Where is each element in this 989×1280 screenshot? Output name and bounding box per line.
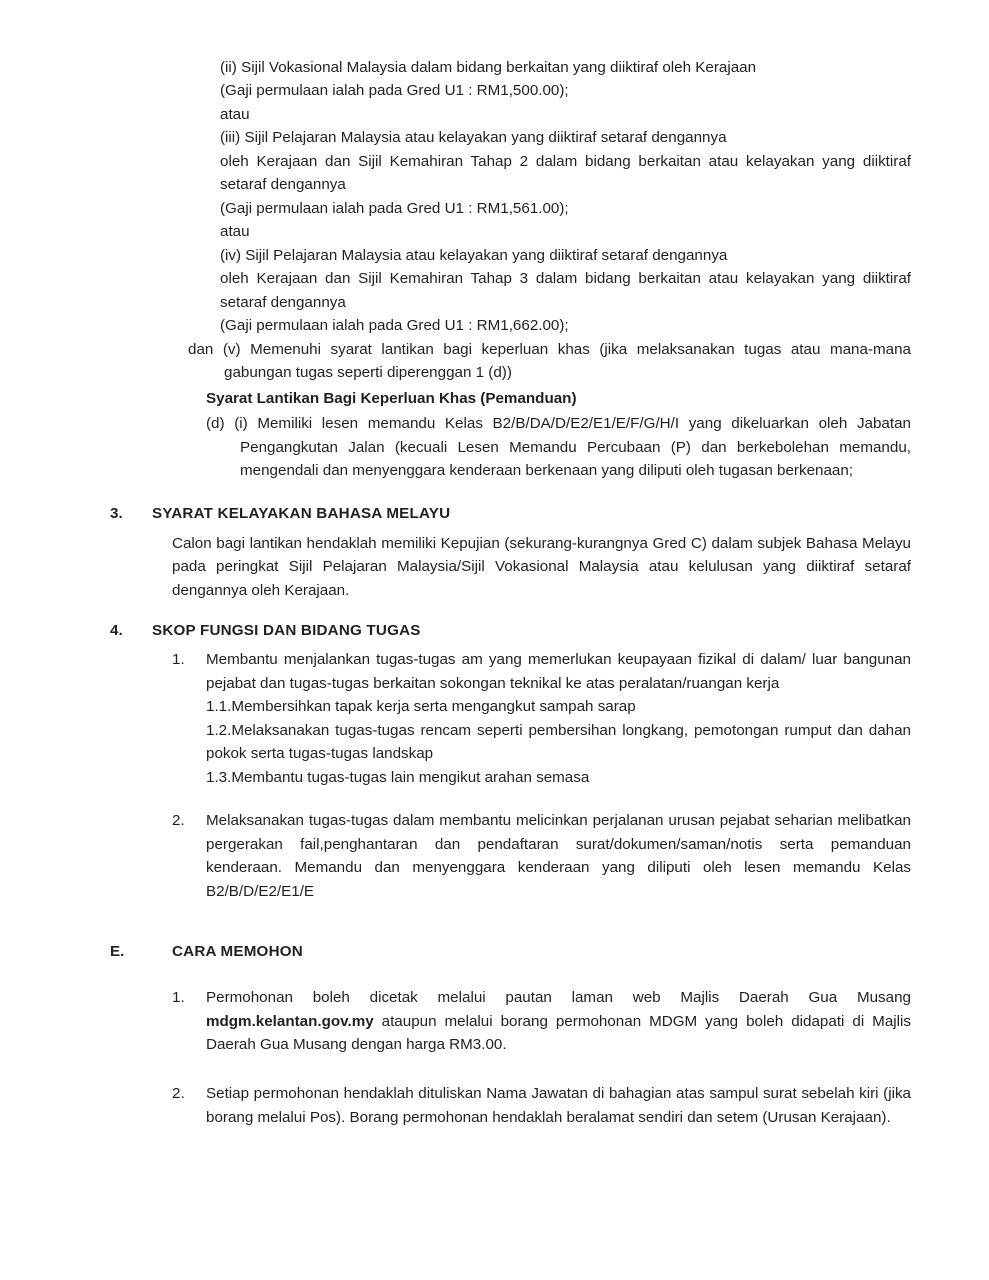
section-e-letter: E.: [110, 943, 125, 961]
qual-line-3: atau: [220, 105, 250, 123]
list-item: [172, 1082, 911, 1129]
khas-heading: Syarat Lantikan Bagi Keperluan Khas (Pemanduan): [206, 389, 577, 407]
section-4-title: SKOP FUNGSI DAN BIDANG TUGAS: [152, 622, 421, 640]
list-item: [172, 809, 911, 903]
qual-line-4: (iii) Sijil Pelajaran Malaysia atau kelayakan yang diiktiraf setaraf dengannya: [220, 129, 727, 147]
qual-line-9: oleh Kerajaan dan Sijil Kemahiran Tahap 3 dalam bidang berkaitan atau kelayakan yang diiktiraf setaraf dengannya: [220, 270, 911, 311]
sub-item-1-2: 1.2.Melaksanakan tugas-tugas rencam seperti pembersihan longkang, pemotongan rumput dan dahan pokok serta tugas-tugas landskap: [206, 721, 911, 763]
list-item-marker: 2.: [172, 1085, 185, 1103]
section-3-heading: [110, 505, 911, 522]
section-e-list: [172, 986, 911, 1129]
list-item-text: Membantu menjalankan tugas-tugas am yang memerlukan keupayaan fizikal di dalam/ luar bangunan pejabat dan tugas-tugas berkaitan sokongan teknikal ke atas peralatan/ruangan kerja: [206, 651, 911, 692]
list-item-text: Melaksanakan tugas-tugas dalam membantu melicinkan perjalanan urusan pejabat seharian melibatkan pergerakan fail,penghantaran dan pendaftaran surat/dokumen/saman/notis serta pemanduan kenderaan. Memandu dan menyenggara kenderaan yang diliputi oleh lesen memandu Kelas B2/B/D/E2/E1/E: [206, 812, 911, 900]
list-item: [172, 648, 911, 789]
qual-line-6: (Gaji permulaan ialah pada Gred U1 : RM1,561.00);: [220, 199, 569, 217]
sub-item-1-1: 1.1.Membersihkan tapak kerja serta mengangkut sampah sarap: [206, 698, 636, 716]
qual-line-5: oleh Kerajaan dan Sijil Kemahiran Tahap 2 dalam bidang berkaitan atau kelayakan yang diiktiraf setaraf dengannya: [220, 152, 911, 194]
section-3-number: 3.: [110, 504, 123, 522]
dan-v-text: dan (v) Memenuhi syarat lantikan bagi keperluan khas (jika melaksanakan tugas atau mana-mana gabungan tugas seperti diperenggan 1 (d)): [188, 340, 911, 382]
e-item-1-text-part2: ataupun melalui borang permohonan MDGM yang boleh didapati di Majlis Daerah Gua Musang dengan harga RM3.00.: [206, 1012, 911, 1053]
section-e-heading: [110, 943, 911, 960]
qual-line-2: (Gaji permulaan ialah pada Gred U1 : RM1,500.00);: [220, 82, 569, 100]
sub-item-1-3: 1.3.Membantu tugas-tugas lain mengikut arahan semasa: [206, 768, 590, 786]
qual-line-8: (iv) Sijil Pelajaran Malaysia atau kelayakan yang diiktiraf setaraf dengannya: [220, 246, 728, 264]
section-4-list: [172, 648, 911, 903]
list-item-marker: 2.: [172, 812, 185, 830]
e-item-2-text: Setiap permohonan hendaklah dituliskan Nama Jawatan di bahagian atas sampul surat sebelah kiri (jika borang melalui Pos). Borang permohonan hendaklah beralamat sendiri dan setem (Urusan Kerajaan).: [206, 1085, 911, 1126]
list-item-marker: 1.: [172, 651, 185, 669]
section-3-title: SYARAT KELAYAKAN BAHASA MELAYU: [152, 504, 451, 522]
e-item-1-website: mdgm.kelantan.gov.my: [206, 1012, 374, 1030]
section-e-title: CARA MEMOHON: [172, 943, 303, 961]
qual-line-7: atau: [220, 223, 250, 241]
dan-v-block: [188, 338, 911, 385]
e-item-1-text-part1: Permohonan boleh dicetak melalui pautan laman web Majlis Daerah Gua Musang: [206, 989, 911, 1007]
section-4-heading: [110, 622, 911, 639]
section-4-number: 4.: [110, 622, 123, 640]
khas-item-d: (d) (i) Memiliki lesen memandu Kelas B2/B/DA/D/E2/E1/E/F/G/H/I yang dikeluarkan oleh Jabatan Pengangkutan Jalan (kecuali Lesen Memandu Percubaan (P) dan berkebolehan memandu, mengendali dan menyenggara kenderaan berkenaan yang diliputi oleh tugasan berkenaan;: [206, 415, 911, 480]
list-item-marker: 1.: [172, 989, 185, 1007]
qual-line-10: (Gaji permulaan ialah pada Gred U1 : RM1,662.00);: [220, 317, 569, 335]
list-item: [172, 986, 911, 1056]
section-3-paragraph: Calon bagi lantikan hendaklah memiliki Kepujian (sekurang-kurangnya Gred C) dalam subjek Bahasa Melayu pada peringkat Sijil Pelajaran Malaysia/Sijil Vokasional Malaysia atau kelulusan yang diiktiraf setaraf dengannya oleh Kerajaan.: [172, 534, 911, 599]
qual-line-1: (ii) Sijil Vokasional Malaysia dalam bidang berkaitan yang diiktiraf oleh Kerajaan: [220, 59, 757, 76]
qualification-list: [220, 56, 911, 338]
